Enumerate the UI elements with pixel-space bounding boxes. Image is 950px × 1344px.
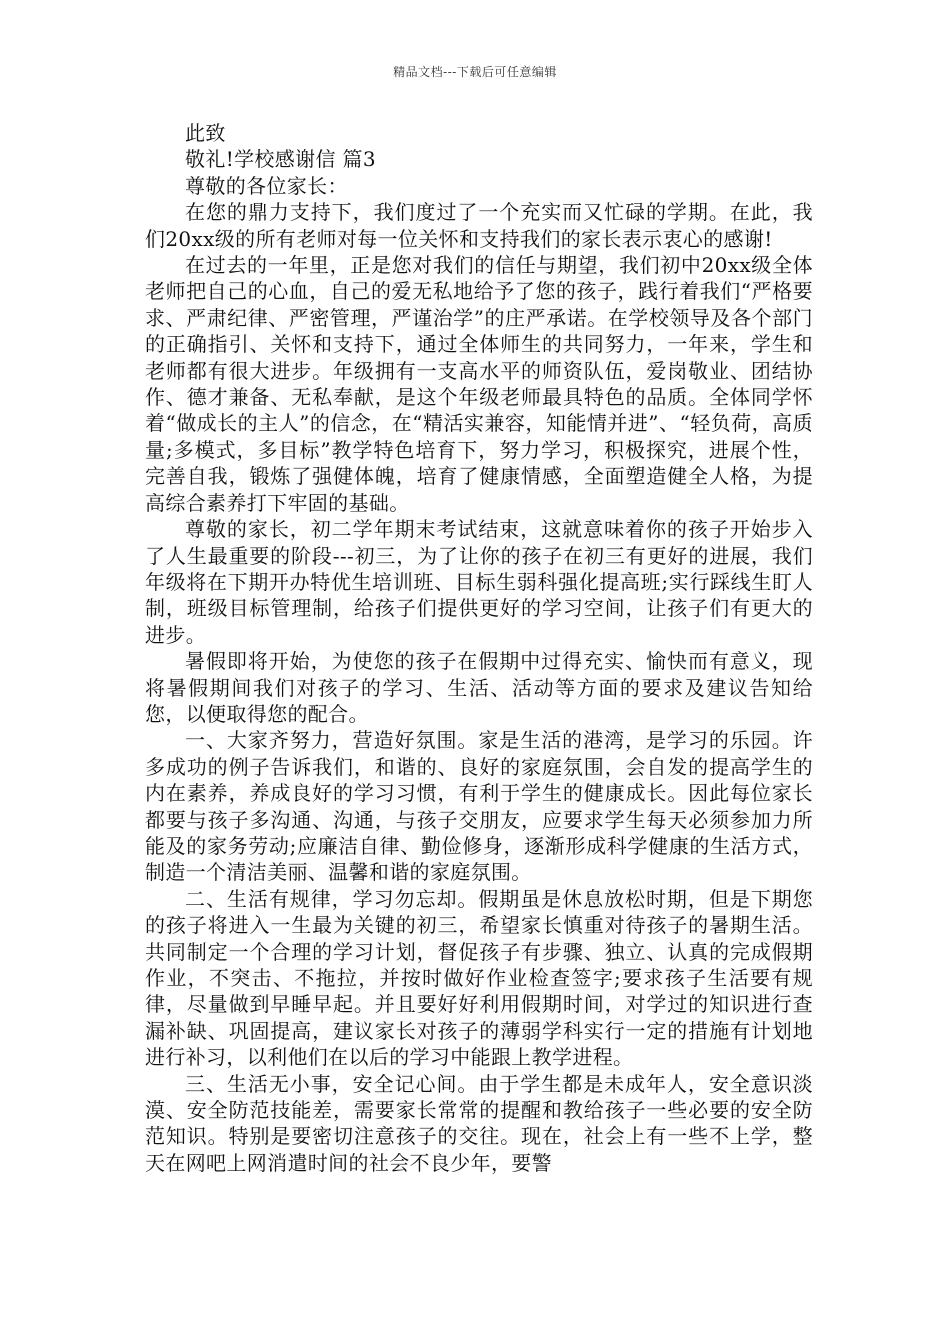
paragraph-7: 三、生活无小事，安全记心间。由于学生都是未成年人，安全意识淡漠、安全防范技能差，需要家长常常的提醒和教给孩子一些必要的安全防范知识。特别是要密切注意孩子的交往。现在，社会上有一些不上学，整天在网吧上网消遣时间的社会不良少年，要警 [145,1071,813,1175]
salute-title-line: 敬礼!学校感谢信 篇3 [185,147,376,172]
closing-line: 此致 [185,121,226,145]
paragraph-6: 二、生活有规律，学习勿忘却。假期虽是休息放松时期，但是下期您的孩子将进入一生最为关键的初三，希望家长慎重对待孩子的暑期生活。共同制定一个合理的学习计划，督促孩子有步骤、独立、认真的完成假期作业，不突击、不拖拉，并按时做好作业检查签字;要求孩子生活要有规律，尽量做到早睡早起。并且要好好利用假期时间，对学过的知识进行查漏补缺、巩固提高，建议家长对孩子的薄弱学科实行一定的措施有计划地进行补习，以利他们在以后的学习中能跟上教学进程。 [145,886,813,1070]
paragraph-1: 在您的鼎力支持下，我们度过了一个充实而又忙碌的学期。在此，我们20xx级的所有老师对每一位关怀和支持我们的家长表示衷心的感谢! [145,200,813,251]
page-header: 精品文档---下载后可任意编辑 [393,65,557,79]
paragraph-3: 尊敬的家长，初二学年期末考试结束，这就意味着你的孩子开始步入了人生最重要的阶段---初三，为了让你的孩子在初三有更好的进展，我们年级将在下期开办特优生培训班、目标生弱科强化提高班;实行踩线生盯人制，班级目标管理制，给孩子们提供更好的学习空间，让孩子们有更大的进步。 [145,517,813,647]
greeting: 尊敬的各位家长： [185,173,348,198]
paragraph-4: 暑假即将开始，为使您的孩子在假期中过得充实、愉快而有意义，现将暑假期间我们对孩子的学习、生活、活动等方面的要求及建议告知给您，以便取得您的配合。 [145,649,813,726]
letter-body [145,120,813,1176]
paragraph-5: 一、大家齐努力，营造好氛围。家是生活的港湾，是学习的乐园。许多成功的例子告诉我们，和谐的、良好的家庭氛围，会自发的提高学生的内在素养，养成良好的学习习惯，有利于学生的健康成长。因此每位家长都要与孩子多沟通、沟通，与孩子交朋友，应要求学生每天必须参加力所能及的家务劳动;应廉洁自律、勤俭修身，逐渐形成科学健康的生活方式，制造一个清洁美丽、温馨和谐的家庭氛围。 [145,728,813,885]
paragraph-2: 在过去的一年里，正是您对我们的信任与期望，我们初中20xx级全体老师把自己的心血，自己的爱无私地给予了您的孩子，践行着我们“严格要求、严肃纪律、严密管理，严谨治学”的庄严承诺。在学校领导及各个部门的正确指引、关怀和支持下，通过全体师生的共同努力，一年来，学生和老师都有很大进步。年级拥有一支高水平的师资队伍，爱岗敬业、团结协作、德才兼备、无私奉献，是这个年级老师最具特色的品质。全体同学怀着“做成长的主人”的信念，在“精活实兼容，知能情并进”、“轻负荷，高质量;多模式，多目标”教学特色培育下，努力学习，积极探究，进展个性，完善自我，锻炼了强健体魄，培育了健康情感，全面塑造健全人格，为提高综合素养打下牢固的基础。 [145,253,813,515]
